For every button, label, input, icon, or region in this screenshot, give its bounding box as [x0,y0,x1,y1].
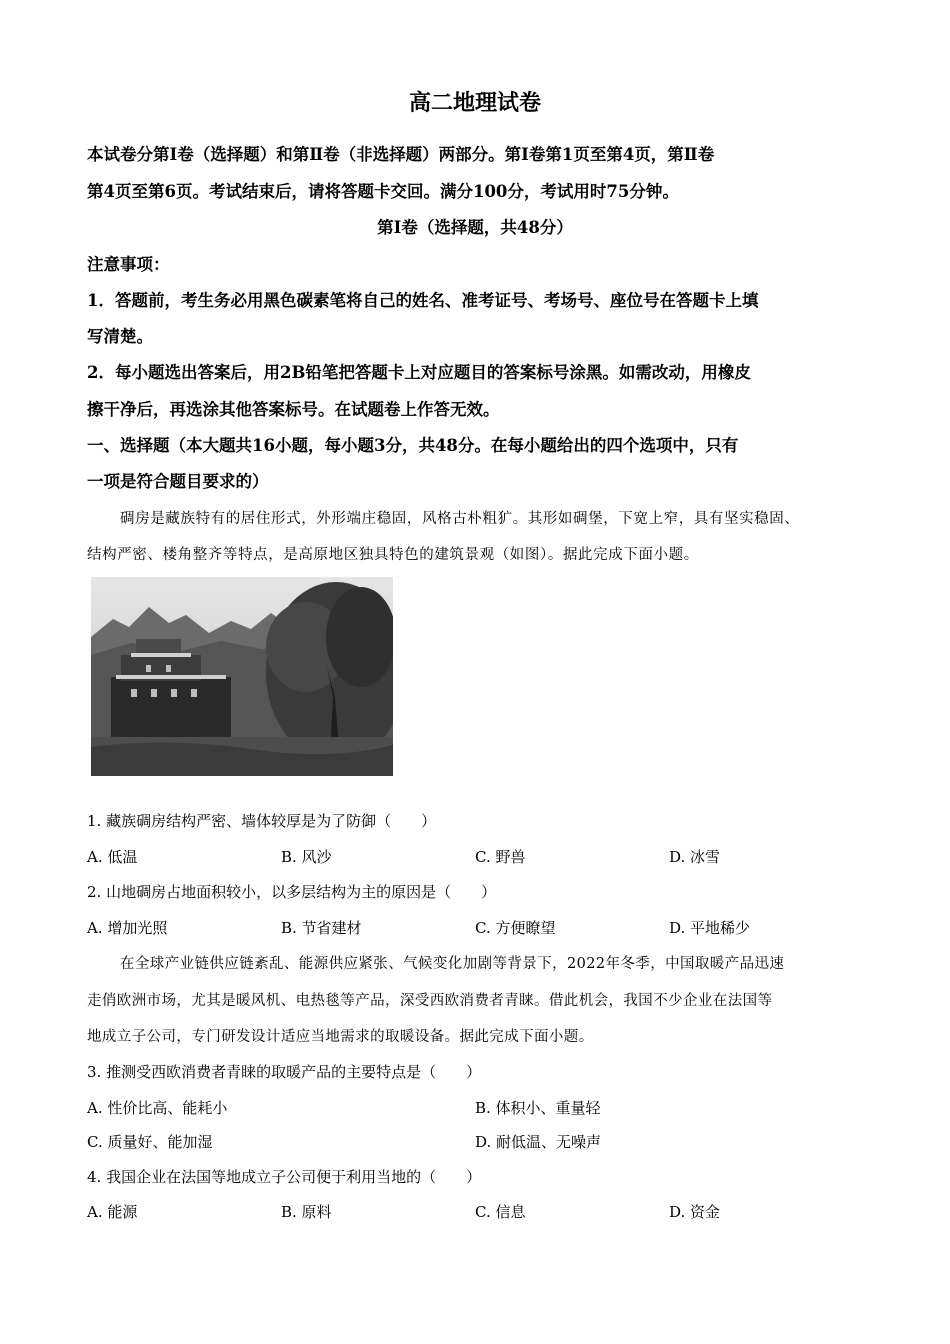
notice-item-1: 1．答题前，考生务必用黑色碳素笔将自己的姓名、准考证号、考场号、座位号在答题卡上填 [87,291,759,310]
intro-line-1: 本试卷分第Ⅰ卷（选择题）和第Ⅱ卷（非选择题）两部分。第Ⅰ卷第1页至第4页，第Ⅱ卷 [87,145,715,164]
q2-option-d: D. 平地稀少 [669,919,751,937]
q2-option-c: C. 方便瞭望 [475,919,556,937]
passage1-line-1: 碉房是藏族特有的居住形式，外形端庄稳固，风格古朴粗犷。其形如碉堡，下宽上窄，具有坚实稳固、 [120,511,800,527]
notice-item-2: 2．每小题选出答案后，用2B铅笔把答题卡上对应题目的答案标号涂黑。如需改动，用橡皮 [87,363,751,382]
q1-stem: 1. 藏族碉房结构严密、墙体较厚是为了防御（ ） [87,812,437,830]
section-heading: 第Ⅰ卷（选择题，共48分） [377,218,573,237]
notice-label: 注意事项： [87,255,170,274]
q3-stem: 3. 推测受西欧消费者青睐的取暖产品的主要特点是（ ） [87,1063,482,1081]
q1-option-d: D. 冰雪 [669,848,721,866]
passage2-line-2: 走俏欧洲市场，尤其是暖风机、电热毯等产品，深受西欧消费者青睐。借此机会，我国不少企业在法国等 [87,993,773,1009]
q1-option-c: C. 野兽 [475,848,526,866]
q3-option-d: D. 耐低温、无噪声 [475,1133,602,1151]
q4-stem: 4. 我国企业在法国等地成立子公司便于利用当地的（ ） [87,1168,482,1186]
tibetan-house-photo [91,577,393,776]
q1-option-b: B. 风沙 [281,848,332,866]
passage1-line-2: 结构严密、楼角整齐等特点，是高原地区独具特色的建筑景观（如图）。据此完成下面小题。 [87,547,699,563]
q4-option-b: B. 原料 [281,1203,332,1221]
q4-option-c: C. 信息 [475,1203,526,1221]
q3-option-c: C. 质量好、能加湿 [87,1133,213,1151]
q2-stem: 2. 山地碉房占地面积较小，以多层结构为主的原因是（ ） [87,883,497,901]
notice-item-2-cont: 擦干净后，再选涂其他答案标号。在试题卷上作答无效。 [87,400,500,419]
q2-option-b: B. 节省建材 [281,919,362,937]
intro-line-2: 第4页至第6页。考试结束后，请将答题卡交回。满分100分，考试用时75分钟。 [87,182,679,201]
notice-item-1-cont: 写清楚。 [87,327,153,346]
q3-option-b: B. 体积小、重量轻 [475,1099,601,1117]
q1-option-a: A. 低温 [87,848,138,866]
part-heading-line-2: 一项是符合题目要求的） [87,472,269,491]
passage2-line-1: 在全球产业链供应链紊乱、能源供应紧张、气候变化加剧等背景下，2022年冬季，中国取暖产品迅速 [120,956,785,972]
page-title: 高二地理试卷 [408,90,541,116]
part-heading-line-1: 一、选择题（本大题共16小题，每小题3分，共48分。在每小题给出的四个选项中，只有 [87,436,739,455]
q4-option-a: A. 能源 [87,1203,138,1221]
passage2-line-3: 地成立子公司，专门研发设计适应当地需求的取暖设备。据此完成下面小题。 [87,1029,594,1045]
q2-option-a: A. 增加光照 [87,919,168,937]
q4-option-d: D. 资金 [669,1203,721,1221]
q3-option-a: A. 性价比高、能耗小 [87,1099,228,1117]
